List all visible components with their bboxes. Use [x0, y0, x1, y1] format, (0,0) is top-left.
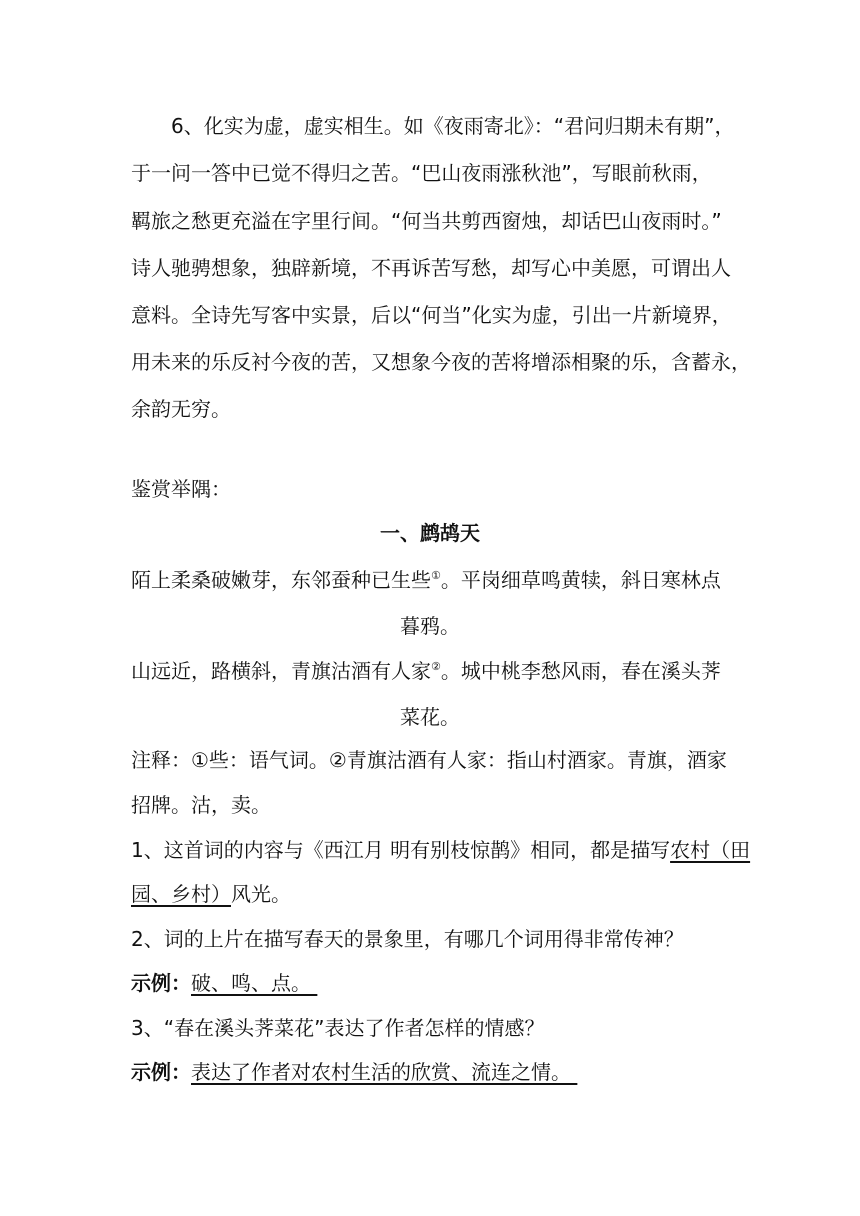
poem-line-2 — [131, 657, 731, 685]
section6-line-6: 用未来的乐反衬今夜的苦，又想象今夜的苦将增添相聚的乐，含蓄永， — [131, 350, 751, 374]
notes-line-2: 招牌。沽，卖。 — [131, 793, 271, 817]
poem-line-2-part-a: 山远近，路横斜，青旗沽酒有人家 — [131, 659, 431, 683]
question-3: 3、“春在溪头荠菜花”表达了作者怎样的情感？ — [131, 1016, 545, 1040]
footnote-marker-1: ① — [431, 569, 441, 582]
question-2-answer: 破、鸣、点。 — [191, 971, 318, 995]
section6-line-5: 意料。全诗先写客中实景，后以“何当”化实为虚，引出一片新境界， — [131, 303, 732, 327]
poem-title: 一、鹧鸪天 — [380, 521, 480, 545]
question-1-continued — [131, 880, 731, 908]
footnote-marker-2: ② — [431, 660, 441, 673]
section6-line-7: 余韵无穷。 — [131, 397, 231, 421]
poem-line-2-part-b: 。城中桃李愁风雨，春在溪头荠 — [440, 659, 721, 683]
poem-line-1 — [131, 566, 731, 594]
question-1-answer-continued: 园、乡村） — [131, 882, 231, 906]
section6-line-2: 于一问一答中已觉不得归之苦。“巴山夜雨涨秋池”，写眼前秋雨， — [131, 161, 712, 185]
question-3-example — [131, 1058, 731, 1086]
question-3-answer: 表达了作者对农村生活的欣赏、流连之情。 — [191, 1060, 578, 1084]
appreciation-heading: 鉴赏举隅： — [131, 477, 231, 501]
poem-line-1-continued: 暮鸦。 — [400, 614, 460, 638]
poem-line-1-part-a: 陌上柔桑破嫩芽，东邻蚕种已生些 — [131, 568, 431, 592]
section6-line-1: 6、化实为虚，虚实相生。如《夜雨寄北》：“君问归期未有期”， — [171, 114, 735, 138]
section6-line-3: 羁旅之愁更充溢在字里行间。“何当共剪西窗烛，却话巴山夜雨时。” — [131, 209, 722, 233]
section6-line-4: 诗人驰骋想象，独辟新境，不再诉苦写愁，却写心中美愿，可谓出人 — [131, 256, 731, 280]
question-1-answer: 农村（田 — [670, 838, 751, 862]
example-label: 示例： — [131, 1060, 191, 1084]
question-2: 2、词的上片在描写春天的景象里，有哪几个词用得非常传神？ — [131, 927, 684, 951]
notes-line-1: 注释：①些：语气词。②青旗沽酒有人家：指山村酒家。青旗，酒家 — [131, 748, 727, 772]
question-2-example — [131, 969, 731, 997]
question-1-text: 1、这首词的内容与《西江月 明有别枝惊鹊》相同，都是描写 — [131, 838, 671, 862]
question-1-tail: 风光。 — [231, 882, 291, 906]
poem-line-2-continued: 菜花。 — [400, 705, 460, 729]
poem-line-1-part-b: 。平岗细草鸣黄犊，斜日寒林点 — [440, 568, 721, 592]
example-label: 示例： — [131, 971, 191, 995]
question-1 — [131, 836, 751, 864]
